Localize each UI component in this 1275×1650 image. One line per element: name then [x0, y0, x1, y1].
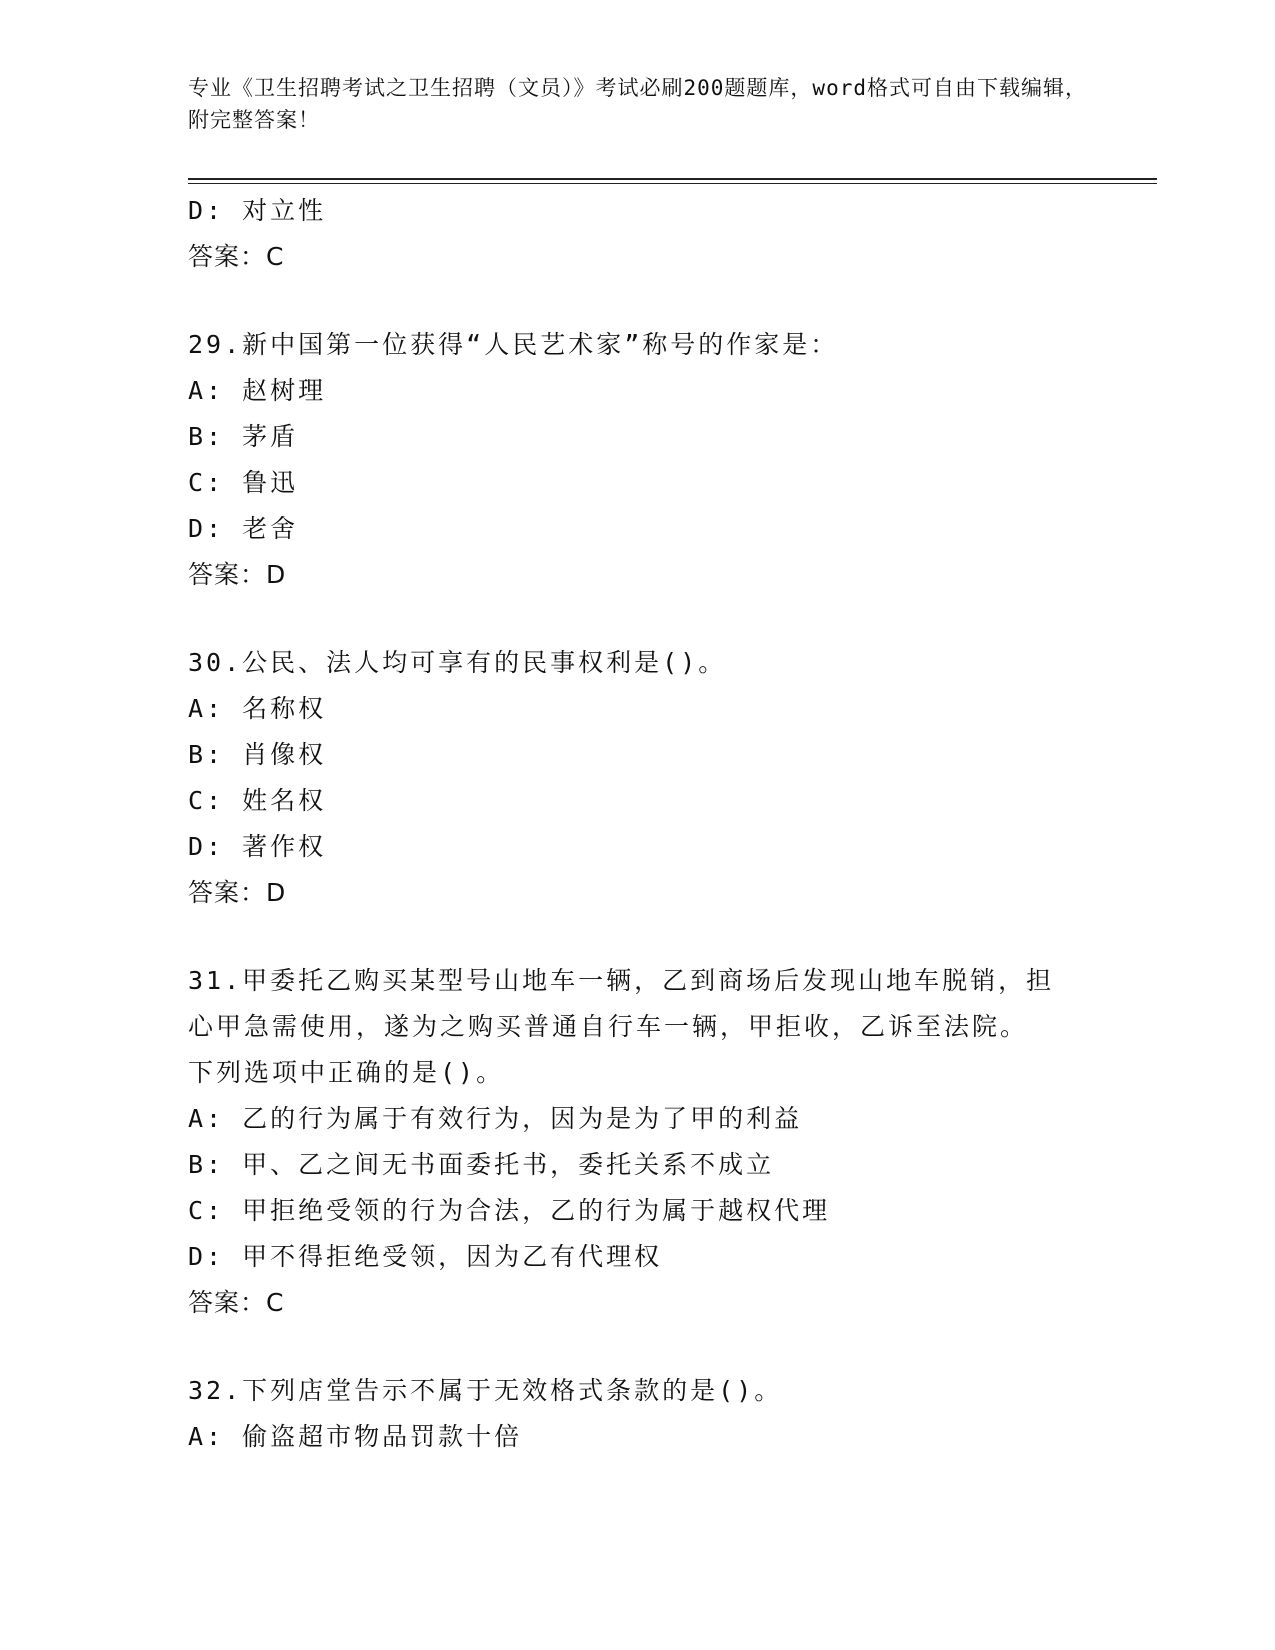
answer-line: 答案：C [188, 242, 285, 271]
question-32 [188, 1368, 1088, 1460]
question-30 [188, 640, 1088, 916]
option-d: D: 对立性 [188, 196, 327, 225]
option-a: A: 偷盗超市物品罚款十倍 [188, 1422, 523, 1451]
document-header: 专业《卫生招聘考试之卫生招聘（文员）》考试必刷200题题库，word格式可自由下载编辑，附完整答案！ [188, 76, 1087, 132]
option-c: C: 姓名权 [188, 786, 327, 815]
option-a: A: 名称权 [188, 694, 327, 723]
question-text-line-1: 31.甲委托乙购买某型号山地车一辆，乙到商场后发现山地车脱销，担 [188, 966, 1055, 995]
question-text: 32.下列店堂告示不属于无效格式条款的是()。 [188, 1376, 783, 1405]
question-text-line-3: 下列选项中正确的是()。 [188, 1058, 505, 1087]
option-d: D: 著作权 [188, 832, 327, 861]
answer-line: 答案：D [188, 560, 287, 589]
answer-line: 答案：D [188, 878, 287, 907]
header-divider-thick [188, 178, 1157, 180]
question-list [188, 188, 1088, 1460]
question-29 [188, 322, 1088, 598]
question-text-line-2: 心甲急需使用，遂为之购买普通自行车一辆，甲拒收，乙诉至法院。 [188, 1012, 1029, 1041]
header-divider-thin [188, 183, 1157, 184]
option-b: B: 茅盾 [188, 422, 299, 451]
option-b: B: 甲、乙之间无书面委托书，委托关系不成立 [188, 1150, 775, 1179]
question-31 [188, 958, 1088, 1326]
option-a: A: 乙的行为属于有效行为，因为是为了甲的利益 [188, 1104, 803, 1133]
question-text: 29.新中国第一位获得“人民艺术家”称号的作家是： [188, 330, 839, 359]
answer-line: 答案：C [188, 1288, 285, 1317]
prev-question-tail [188, 188, 1088, 280]
option-d: D: 甲不得拒绝受领，因为乙有代理权 [188, 1242, 663, 1271]
option-b: B: 肖像权 [188, 740, 327, 769]
option-d: D: 老舍 [188, 514, 299, 543]
question-text: 30.公民、法人均可享有的民事权利是()。 [188, 648, 727, 677]
option-c: C: 鲁迅 [188, 468, 299, 497]
option-a: A: 赵树理 [188, 376, 327, 405]
option-c: C: 甲拒绝受领的行为合法，乙的行为属于越权代理 [188, 1196, 831, 1225]
